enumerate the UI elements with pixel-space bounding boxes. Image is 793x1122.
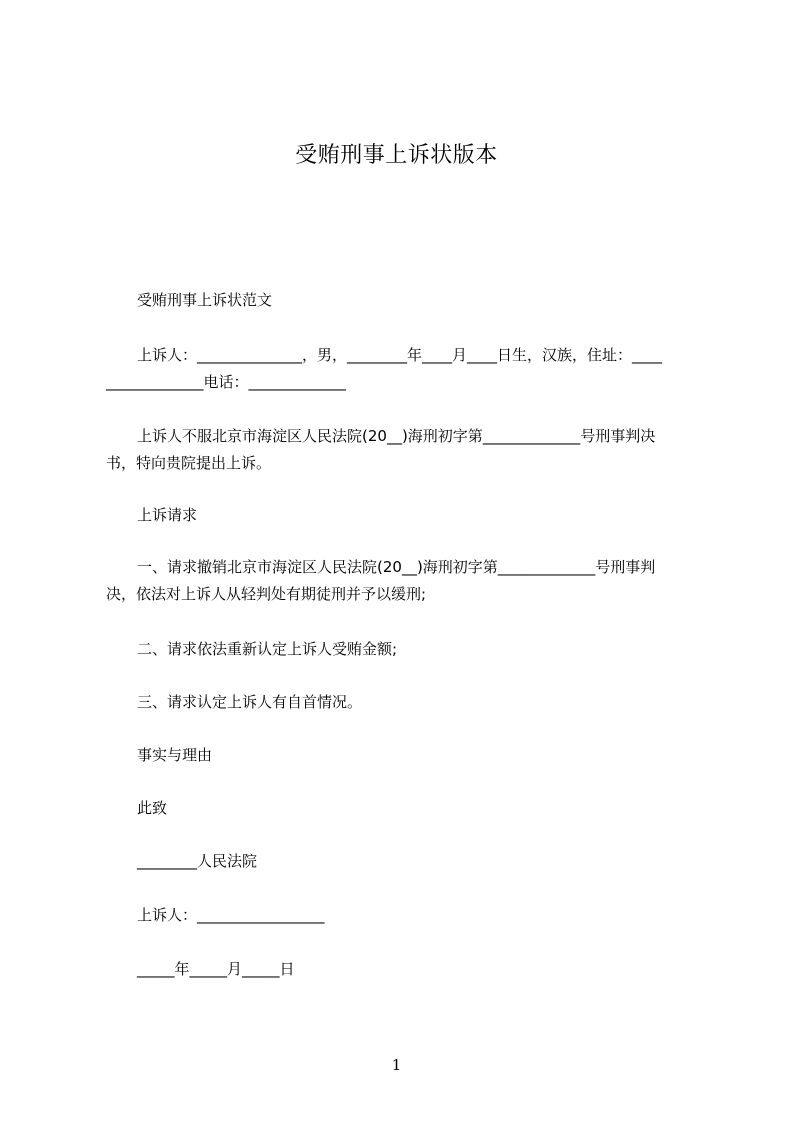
document-subtitle: 受贿刑事上诉状范文 bbox=[137, 291, 273, 309]
court-line: ________人民法院 bbox=[137, 852, 258, 870]
appeal-statement-line-1: 上诉人不服北京市海淀区人民法院(20__)海刑初字第_____________号刑事判决 bbox=[137, 427, 656, 445]
request-3: 三、请求认定上诉人有自首情况。 bbox=[137, 693, 363, 711]
request-1-line-2: 决，依法对上诉人从轻判处有期徒刑并予以缓刑; bbox=[106, 585, 427, 603]
appeal-statement-line-2: 书，特向贵院提出上诉。 bbox=[106, 454, 272, 472]
document-title: 受贿刑事上诉状版本 bbox=[295, 143, 498, 168]
request-1-line-1: 一、请求撤销北京市海淀区人民法院(20__)海刑初字第_____________号刑事判 bbox=[137, 558, 656, 576]
requests-heading: 上诉请求 bbox=[137, 506, 198, 524]
request-2: 二、请求依法重新认定上诉人受贿金额; bbox=[137, 640, 398, 658]
page-number: 1 bbox=[391, 1056, 402, 1074]
closing-salutation: 此致 bbox=[137, 799, 168, 817]
signature-line: 上诉人：_________________ bbox=[137, 906, 325, 924]
appellant-info-line-1: 上诉人：______________，男，________年____月____日生，汉族，住址：____ bbox=[137, 346, 663, 364]
appellant-info-line-2: _____________电话：_____________ bbox=[106, 373, 347, 391]
facts-heading: 事实与理由 bbox=[137, 746, 213, 764]
date-line: _____年_____月_____日 bbox=[137, 960, 295, 978]
